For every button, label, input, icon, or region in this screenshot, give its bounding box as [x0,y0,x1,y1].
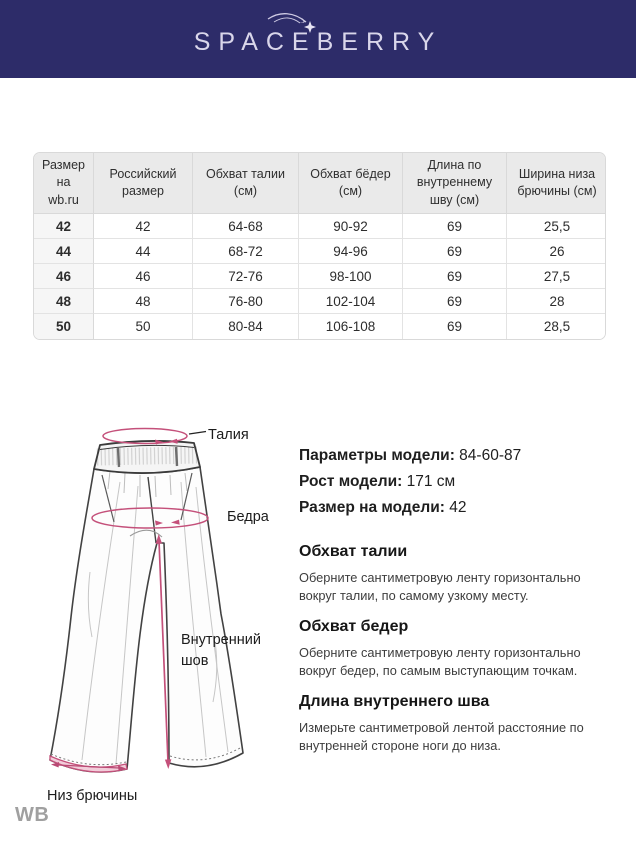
table-cell: 94-96 [299,239,403,264]
size-table [33,152,606,340]
table-cell: 69 [403,289,507,314]
table-cell: 46 [94,264,193,289]
size-table-body [34,214,606,339]
brand-header [0,0,636,78]
table-cell: 69 [403,314,507,339]
table-cell: 72-76 [193,264,299,289]
table-cell: 102-104 [299,289,403,314]
model-size-value: 42 [449,499,467,516]
table-cell: 76-80 [193,289,299,314]
table-cell: 48 [34,289,94,314]
size-table-header [34,153,606,214]
model-parameters-line [299,443,629,469]
table-cell: 68-72 [193,239,299,264]
table-cell: 44 [34,239,94,264]
table-cell: 42 [34,214,94,239]
guide-waist-text: Оберните сантиметровую ленту горизонтально вокруг талии, по самому узкому месту. [299,570,581,603]
model-height-label: Рост модели: [299,473,403,490]
model-size-label: Размер на модели: [299,499,445,516]
guide-hips [299,618,617,679]
table-row [34,264,606,289]
table-cell: 44 [94,239,193,264]
table-cell: 42 [94,214,193,239]
column-header: Российский размер [94,153,193,214]
model-height-value: 171 см [406,473,456,490]
table-cell: 80-84 [193,314,299,339]
table-cell: 27,5 [507,264,606,289]
table-cell: 69 [403,239,507,264]
model-parameters-value: 84-60-87 [459,447,522,464]
table-cell: 69 [403,214,507,239]
model-parameters-label: Параметры модели: [299,447,455,464]
wb-watermark: WB [15,804,50,826]
brand-logo: SPACEBERRY [193,28,443,56]
table-cell: 98-100 [299,264,403,289]
model-height-line [299,469,629,495]
column-header: Обхват талии (см) [193,153,299,214]
hips-label: Бедра [227,509,269,525]
column-header: Размер на wb.ru [34,153,94,214]
guide-inseam-title: Длина внутреннего шва [299,693,490,710]
table-cell: 50 [34,314,94,339]
column-header: Обхват бёдер (см) [299,153,403,214]
hem-label: Низ брючины [47,788,138,804]
guide-waist-title: Обхват талии [299,543,408,560]
table-cell: 28,5 [507,314,606,339]
table-cell: 106-108 [299,314,403,339]
guide-hips-title: Обхват бедер [299,618,409,635]
table-cell: 50 [94,314,193,339]
table-cell: 90-92 [299,214,403,239]
model-info [299,443,629,521]
guide-waist [299,543,617,604]
column-header: Длина по внутреннему шву (см) [403,153,507,214]
pants-diagram [30,412,300,812]
waist-label-pointer [189,432,206,435]
guide-inseam-text: Измерьте сантиметровой лентой расстояние по внутренней стороне ноги до низа. [299,720,584,753]
table-cell: 48 [94,289,193,314]
table-row [34,214,606,239]
pants-outline [50,467,243,772]
guide-inseam [299,693,617,754]
table-cell: 26 [507,239,606,264]
table-cell: 25,5 [507,214,606,239]
table-cell: 28 [507,289,606,314]
table-row [34,239,606,264]
waistband-mark [176,447,177,466]
waistband-mark [118,448,119,467]
inseam-label: Внутренний шов [181,632,261,669]
table-cell: 69 [403,264,507,289]
guide-hips-text: Оберните сантиметровую ленту горизонтально вокруг бедер, по самым выступающим точкам. [299,645,581,678]
waist-label: Талия [208,427,249,443]
table-row [34,289,606,314]
column-header: Ширина низа брючины (см) [507,153,606,214]
table-row [34,314,606,339]
model-size-line [299,495,629,521]
table-cell: 46 [34,264,94,289]
table-cell: 64-68 [193,214,299,239]
